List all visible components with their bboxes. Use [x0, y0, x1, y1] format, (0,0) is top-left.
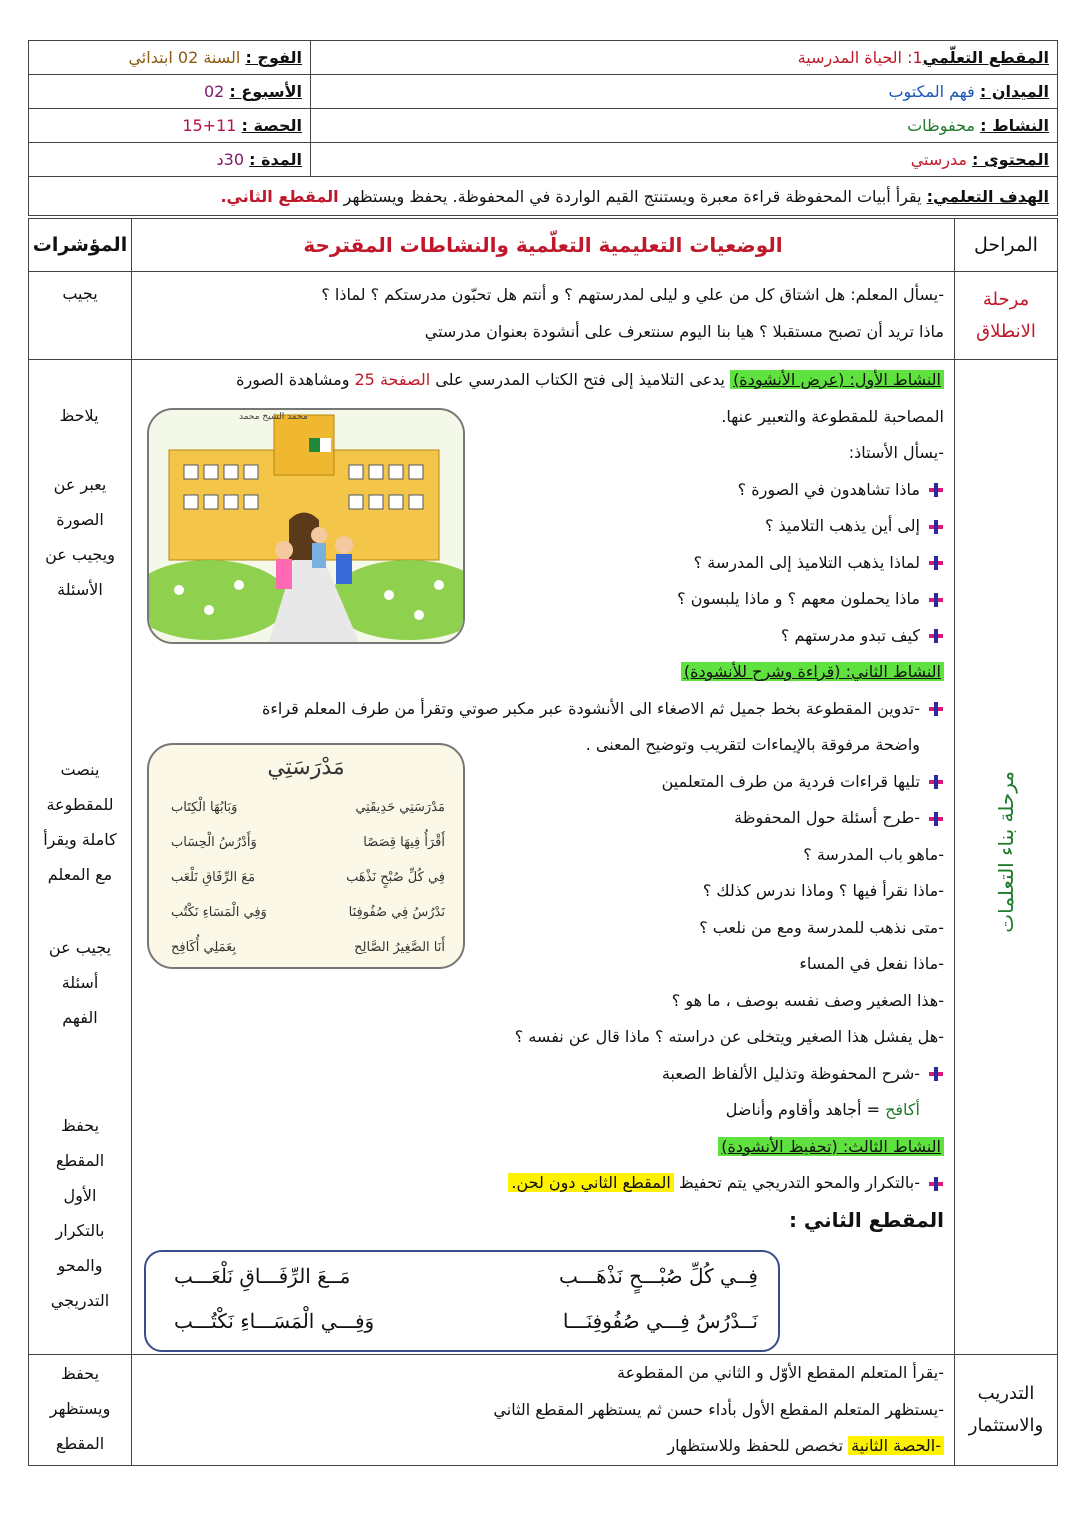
practice-line-3-text: تخصص للحفظ وللاستظهار: [667, 1436, 849, 1455]
practice-indicator-text: يحفظ ويستظهر المقطع: [49, 1364, 111, 1453]
week-label: الأسبوع :: [229, 82, 302, 101]
activity2-line-3: تليها قراءات فردية من طرف المتعلمين: [661, 771, 920, 791]
class-value: السنة 02 ابتدائي: [128, 48, 241, 67]
activity3-text: -بالتكرار والمحو التدريجي يتم تحفيظ: [673, 1173, 920, 1192]
verse-2-right: نَــدْرُسُ فِـــي صُفُوفِنَـــا: [562, 1309, 758, 1333]
question-4: ماذا يحملون معهم ؟ و ماذا يلبسون ؟: [677, 589, 920, 608]
indicator-answer: يجيب عن أسئلة الفهم: [48, 938, 112, 1027]
activity1-line-3: -يسأل الأستاذ:: [848, 443, 944, 462]
practice-phase: [955, 1355, 1058, 1466]
verse-1-left: مَــعَ الرِّفَـــاقِ نَلْعَـــب: [174, 1264, 351, 1288]
activity2-line-5: -ماهو باب المدرسة ؟: [803, 844, 944, 864]
activity2-line-11: -شرح المحفوظة وتذليل الألفاظ الصعبة: [661, 1063, 920, 1083]
poem-title: مَدْرَسَتِي: [267, 755, 345, 780]
build-phase-text: مرحلة بناء التعلمات: [994, 770, 1018, 933]
activity-label: النشاط :: [980, 116, 1049, 135]
poem-line-right: نَدْرُسُ فِي صُفُوفِنَا: [348, 905, 445, 920]
goal-cell: [29, 177, 1058, 216]
bullet-icon: [926, 591, 944, 609]
class-label: الفوج :: [245, 48, 302, 67]
practice-line-2: -يستظهر المتعلم المقطع الأول بأداء حسن ثم يستظهر المقطع الثاني: [493, 1399, 944, 1419]
launch-content: [132, 272, 955, 360]
bullet-icon: [926, 627, 944, 645]
poem-card: [147, 743, 465, 969]
indicator-observe: يلاحظ: [59, 406, 99, 425]
segment-cell: [311, 41, 1058, 75]
indicator-express: يعبر عن الصورة ويجيب عن الأسئلة: [45, 475, 115, 599]
bullet-icon: [926, 1175, 944, 1193]
header-table: [28, 40, 1058, 216]
launch-phase: [955, 272, 1058, 360]
bullet-icon: [926, 554, 944, 572]
indicator-memorize: يحفظ المقطع الأول بالتكرار والمحو التدريجي: [50, 1116, 110, 1310]
poem-line-right: فِي كُلِّ صُبْحٍ نَذْهَب: [346, 870, 445, 885]
field-cell: [311, 75, 1058, 109]
activity2-line-6: -ماذا نقرأ فيها ؟ وماذا ندرس كذلك ؟: [702, 881, 944, 900]
build-content: [132, 360, 955, 1355]
poem-line-right: أَقْرَأُ فِيهَا قِصَصًا: [363, 835, 445, 850]
question-3: لماذا يذهب التلاميذ إلى المدرسة ؟: [693, 552, 920, 572]
practice-indicator: [29, 1355, 132, 1466]
activity3-highlight: المقطع الثاني دون لحن.: [508, 1173, 673, 1192]
duration-label: المدة :: [249, 150, 302, 169]
poem-line-left: بِعَمَلِي أُكَافِح: [171, 940, 237, 955]
activity-value: محفوظات: [907, 116, 975, 135]
indicator-listen: ينصت للمقطوعة كاملة ويقرأ مع المعلم: [43, 760, 117, 884]
content-value: مدرستي: [910, 150, 967, 169]
goal-highlight: المقطع الثاني.: [220, 186, 339, 206]
segment-value: 1: الحياة المدرسية: [797, 48, 923, 67]
poem-line-left: وَبَابُهَا الْكِتَاب: [171, 800, 238, 815]
practice-content: [132, 1355, 955, 1466]
goal-text: يقرأ أبيات المحفوظة قراءة معبرة ويستنتج القيم الواردة في المحفوظة. يحفظ ويستظهر: [338, 186, 927, 206]
content-cell: [311, 143, 1058, 177]
activity2-label: النشاط الثاني: (قراءة وشرح للأنشودة): [681, 662, 944, 681]
session-cell: [29, 109, 311, 143]
activity1-text-b: ومشاهدة الصورة: [236, 370, 355, 389]
vocab-word: أكافح: [885, 1100, 920, 1119]
bullet-icon: [926, 700, 944, 718]
verse-1-right: فِــي كُلِّ صُبْـــحٍ نَذْهَـــب: [558, 1264, 758, 1288]
session-value: 11+15: [182, 116, 237, 135]
week-value: 02: [203, 82, 225, 101]
poem-line-left: وَفِي الْمَسَاءِ نَكْتُب: [171, 905, 267, 920]
activity1-label: النشاط الأول: (عرض الأنشودة): [730, 370, 944, 389]
verse-2-left: وَفِـــي الْمَسَـــاءِ نَكْتُـــب: [174, 1309, 375, 1333]
launch-line-2: ماذا تريد أن تصبح مستقبلا ؟ هيا بنا اليوم سنتعرف على أنشودة بعنوان مدرستي: [424, 321, 944, 341]
poem-line-left: وَأَدْرُسُ الْحِسَاب: [171, 835, 257, 850]
verse-box: [144, 1250, 780, 1352]
session-label: الحصة :: [241, 116, 302, 135]
indicators-header: المؤشرات: [29, 219, 132, 272]
field-value: فهم المكتوب: [888, 82, 975, 101]
school-drawing: [149, 410, 463, 642]
launch-line-1: -يسأل المعلم: هل اشتاق كل من علي و ليلى لمدرستهم ؟ و أنتم هل تحبّون مدرستكم ؟ لماذا ؟: [321, 285, 944, 304]
activity1-line-2: المصاحبة للمقطوعة والتعبير عنها.: [721, 406, 944, 426]
vocab-definition: = أجاهد وأقاوم وأناضل: [725, 1100, 886, 1119]
week-cell: [29, 75, 311, 109]
launch-indicator: يجيب: [29, 272, 132, 360]
duration-cell: [29, 143, 311, 177]
section2-title: المقطع الثاني :: [788, 1207, 944, 1232]
activity2-line-8: -ماذا نفعل في المساء: [799, 954, 944, 973]
question-1: ماذا تشاهدون في الصورة ؟: [737, 479, 920, 499]
activity2-line-1: -تدوين المقطوعة بخط جميل ثم الاصغاء الى الأنشودة عبر مكبر صوتي وتقرأ من طرف المعلم قراءة: [261, 698, 920, 718]
field-label: الميدان :: [979, 82, 1049, 101]
bullet-icon: [926, 518, 944, 536]
activity2-line-4: -طرح أسئلة حول المحفوظة: [734, 808, 920, 827]
goal-label: الهدف التعلمي:: [926, 186, 1049, 206]
poem-line-left: مَعَ الرِّفَاقِ نَلْعَب: [171, 870, 256, 885]
activity-cell: [311, 109, 1058, 143]
main-table: [28, 218, 1058, 1466]
bullet-icon: [926, 810, 944, 828]
bullet-icon: [926, 481, 944, 499]
question-2: إلى أين يذهب التلاميذ ؟: [764, 516, 920, 535]
situations-header: الوضعيات التعليمية التعلّمية والنشاطات المقترحة: [132, 219, 955, 272]
class-cell: [29, 41, 311, 75]
activity2-line-10: -هل يفشل هذا الصغير ويتخلى عن دراسته ؟ ماذا قال عن نفسه ؟: [514, 1027, 944, 1046]
activity2-line-9: -هذا الصغير وصف نفسه بوصف ، ما هو ؟: [671, 990, 944, 1010]
poem-line-right: أَنَا الصَّغِيرُ الصَّالِح: [354, 940, 445, 955]
activity1-text-a: يدعى التلاميذ إلى فتح الكتاب المدرسي على: [430, 370, 731, 389]
bullet-icon: [926, 773, 944, 791]
activity3-label: النشاط الثالث: (تحفيظ الأنشودة): [718, 1137, 944, 1156]
launch-phase-text: مرحلة الانطلاق: [976, 288, 1036, 342]
phases-header: المراحل: [955, 219, 1058, 272]
lesson-sheet: [28, 40, 1058, 1466]
build-phase: [955, 360, 1058, 1355]
school-illustration: [147, 408, 465, 644]
practice-line-3-highlight: -الحصة الثانية: [848, 1436, 944, 1455]
question-5: كيف تبدو مدرستهم ؟: [780, 625, 920, 645]
content-label: المحتوى :: [972, 150, 1049, 169]
duration-value: 30د: [216, 150, 245, 169]
practice-line-1: -يقرأ المتعلم المقطع الأوّل و الثاني من المقطوعة: [617, 1363, 944, 1382]
activity1-page: الصفحة 25: [354, 370, 431, 389]
activity2-line-7: -متى نذهب للمدرسة ومع من نلعب ؟: [699, 917, 944, 937]
segment-label: المقطع التعلّمي: [922, 48, 1049, 67]
poem-line-right: مَدْرَسَتِي حَدِيقَتِي: [355, 800, 445, 815]
bullet-icon: [926, 1065, 944, 1083]
activity2-line-2: واضحة مرفوقة بالإيماءات لتقريب وتوضيح المعنى .: [585, 735, 920, 754]
build-indicators: [29, 360, 132, 1355]
book-caption: محمد الشيخ محمد: [239, 412, 308, 422]
practice-phase-text: التدريب والاستثمار: [968, 1382, 1044, 1436]
